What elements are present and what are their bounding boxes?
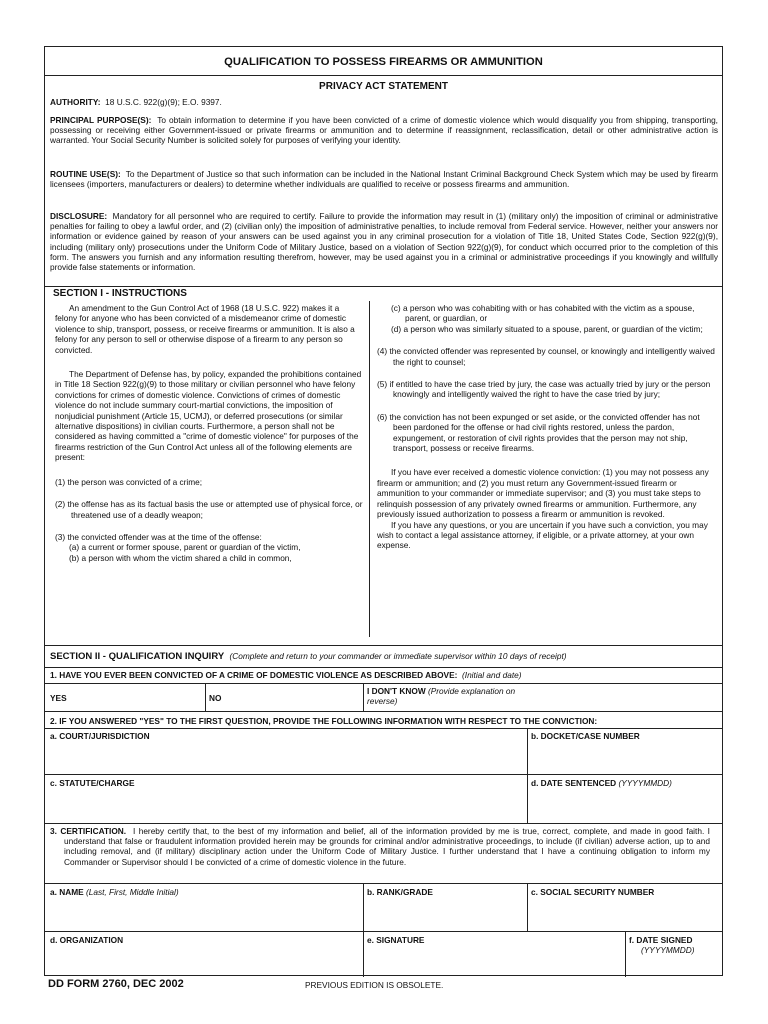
signature-label: e. SIGNATURE (367, 935, 425, 945)
element-3: (3) the convicted offender was at the time of the offense: (55, 531, 262, 542)
date-signed-text: f. DATE SIGNED (629, 935, 693, 945)
element-6: (6) the conviction has not been expunged or set aside, or the convicted offender has not been pardoned for the offense or had civil rights restored, unless the pardon, expungement, or restoration of civil rights provides that the person may not ship, transport, possess or receive firearms. (377, 411, 700, 454)
ssn-label: c. SOCIAL SECURITY NUMBER (531, 887, 655, 897)
organization-label: d. ORGANIZATION (50, 935, 124, 945)
section-2-note: (Complete and return to your commander or immediate supervisor within 10 days of receipt) (229, 651, 567, 661)
date-sentenced-text: d. DATE SENTENCED (531, 778, 617, 788)
element-3c: (c) a person who was cohabiting with or has cohabited with the victim as a spouse, parent, or guardian, or (391, 303, 695, 324)
question-1 (50, 670, 522, 680)
certification-text: I hereby certify that, to the best of my information and belief, all of the information provided by me is true, correct, complete, and made in good faith. I understand that false or fraudulent information provided herein may be grounds for criminal and/or administrative proceedings, to include (if civilian) adverse action, up to and including removal, and (if military) disciplinary action under the Uniform Code of Military Justice. I further understand that I have a continuing obligation to inform my Commander or Supervisor should I be convicted of a crime of domestic violence in the future. (64, 826, 710, 867)
answer-dont-know-note: (Provide explanation on reverse) (367, 686, 516, 706)
rank-grade-label: b. RANK/GRADE (367, 887, 433, 897)
element-4: (4) the convicted offender was represented by counsel, or knowingly and intelligently waived the right to counsel; (377, 346, 715, 367)
form-number: DD FORM 2760, DEC 2002 (48, 978, 184, 990)
date-signed-label (629, 935, 721, 955)
section-1-header: SECTION I - INSTRUCTIONS (53, 288, 187, 299)
authority-text: 18 U.S.C. 922(g)(9); E.O. 9397. (105, 97, 222, 107)
instructions-paragraph-4: If you have any questions, or you are uncertain if you have such a conviction, you may wish to contact a legal assistance attorney, if eligible, or a private attorney, at your own expense. (377, 519, 708, 551)
answer-no[interactable]: NO (209, 693, 222, 703)
question-2: 2. IF YOU ANSWERED "YES" TO THE FIRST QUESTION, PROVIDE THE FOLLOWING INFORMATION WITH RESPECT TO THE CONVICTION: (50, 716, 598, 726)
certification-paragraph (50, 826, 710, 867)
section-1-right-column (377, 303, 719, 551)
element-3b: (b) a person with whom the victim shared a child in common, (69, 552, 292, 563)
date-sentenced-label (531, 778, 672, 788)
edition-note: PREVIOUS EDITION IS OBSOLETE. (305, 980, 444, 990)
form-frame (44, 46, 723, 976)
instructions-paragraph-3: If you have ever received a domestic violence conviction: (1) you may not possess any firearm or ammunition; and (2) you must return any Government-issued firearm or ammunition to your commander or immediate supervisor; and (3) you must take steps to relinquish possession of any privately owned firearms or ammunition. Furthermore, any previously issued authorization to possess a firearm or ammunition is revoked. (377, 467, 709, 520)
answer-dont-know[interactable] (367, 686, 517, 706)
routine-use-text: To the Department of Justice so that such information can be included in the National Instant Criminal Background Check System which may be used by firearm licensees (importers, manufacturers or dealers) to determine whether individuals are qualified to receive or possess firearms and ammunition. (50, 169, 718, 190)
docket-case-number-label: b. DOCKET/CASE NUMBER (531, 731, 640, 741)
name-label (50, 887, 179, 897)
element-2: (2) the offense has as its factual basis the use or attempted use of physical force, or threatened use of a deadly weapon; (55, 499, 363, 520)
element-3a: (a) a current or former spouse, parent or guardian of the victim, (69, 542, 301, 553)
certification-label: 3. CERTIFICATION. (50, 826, 127, 836)
element-3d: (d) a person who was similarly situated to a spouse, parent, or guardian of the victim; (391, 323, 703, 334)
authority-paragraph (50, 97, 718, 107)
disclosure-text: Mandatory for all personnel who are required to certify. Failure to provide the information may result in (1) (military only) the imposition of criminal or administrative penalties for failing to obey a lawful order, and (2) (civilian only) the imposition of administrative penalties, to include removal from Federal service. However, neither your answers nor information or evidence gained by reason of your answers can be used against you in any criminal prosecution for a violation of Title 18, United States Code, Section 922(g)(9), including (military only) prosecutions under the Uniform Code of Military Justice, based on a violation of Section 922(g)(9), for conduct which occurred prior to the completion of this form. The answers you furnish and any information resulting therefrom, however, may be used against you in a criminal or administrative proceedings if you knowingly and willfully provide false statements or information. (50, 211, 718, 273)
routine-use-paragraph (50, 169, 718, 189)
privacy-act-title: PRIVACY ACT STATEMENT (319, 81, 448, 92)
question-1-text: 1. HAVE YOU EVER BEEN CONVICTED OF A CRIME OF DOMESTIC VIOLENCE AS DESCRIBED ABOVE: (50, 670, 458, 680)
date-signed-format: (YYYYMMDD) (641, 945, 695, 955)
question-1-note: (Initial and date) (462, 670, 522, 680)
instructions-paragraph-2: The Department of Defense has, by policy, expanded the prohibitions contained in Title 18 Section 922(g)(9) to those military or civilian personnel who have felony convictions for crimes of domestic violence. Convictions of crimes of domestic violence do not include summary court-martial convictions, the imposition of nonjudicial punishment (Article 15, UCMJ), or deferred prosecutions (or similar alternative dispositions) in civilian courts. Furthermore, a person shall not be considered as having committed a "crime of domestic violence" for purposes of the firearms restriction of the Gun Control Act unless all of the following elements are present: (55, 369, 362, 463)
instructions-paragraph-1: An amendment to the Gun Control Act of 1968 (18 U.S.C. 922) makes it a felony for anyone who has been convicted of a misdemeanor crime of domestic violence to ship, transport, possess, or receive firearms or ammunition. It is also a felony for any person to sell or otherwise dispose of a firearm to any person so convicted. (55, 303, 355, 355)
name-label-note: (Last, First, Middle Initial) (85, 887, 179, 897)
name-label-text: a. NAME (50, 887, 84, 897)
statute-charge-label: c. STATUTE/CHARGE (50, 778, 135, 788)
element-5: (5) if entitled to have the case tried by jury, the case was actually tried by jury or the person knowingly and intelligently waived the right to have the case tried by jury; (377, 379, 711, 400)
section-1-left-column (55, 303, 363, 563)
court-jurisdiction-label: a. COURT/JURISDICTION (50, 731, 150, 741)
answer-yes[interactable]: YES (50, 693, 67, 703)
disclosure-label: DISCLOSURE: (50, 211, 108, 221)
disclosure-paragraph (50, 211, 718, 272)
purpose-text: To obtain information to determine if you have been convicted of a crime of domestic violence which would disqualify you from shipping, transporting, possessing or receiving either Government-issued or private firearms or ammunition and to determine if reassignment, reclassification, detail or other administrative action is warranted. Your Social Security Number is solicited solely for purposes of verifying your identity. (50, 115, 718, 146)
form-title: QUALIFICATION TO POSSESS FIREARMS OR AMMUNITION (224, 56, 543, 68)
answer-dont-know-label: I DON'T KNOW (367, 686, 426, 696)
section-2-header (50, 651, 567, 662)
routine-use-label: ROUTINE USE(S): (50, 169, 121, 179)
section-2-title: SECTION II - QUALIFICATION INQUIRY (50, 651, 225, 662)
authority-label: AUTHORITY: (50, 97, 101, 107)
date-sentenced-format: (YYYYMMDD) (618, 778, 672, 788)
element-1: (1) the person was convicted of a crime; (55, 476, 203, 487)
purpose-paragraph (50, 115, 718, 146)
purpose-label: PRINCIPAL PURPOSE(S): (50, 115, 152, 125)
